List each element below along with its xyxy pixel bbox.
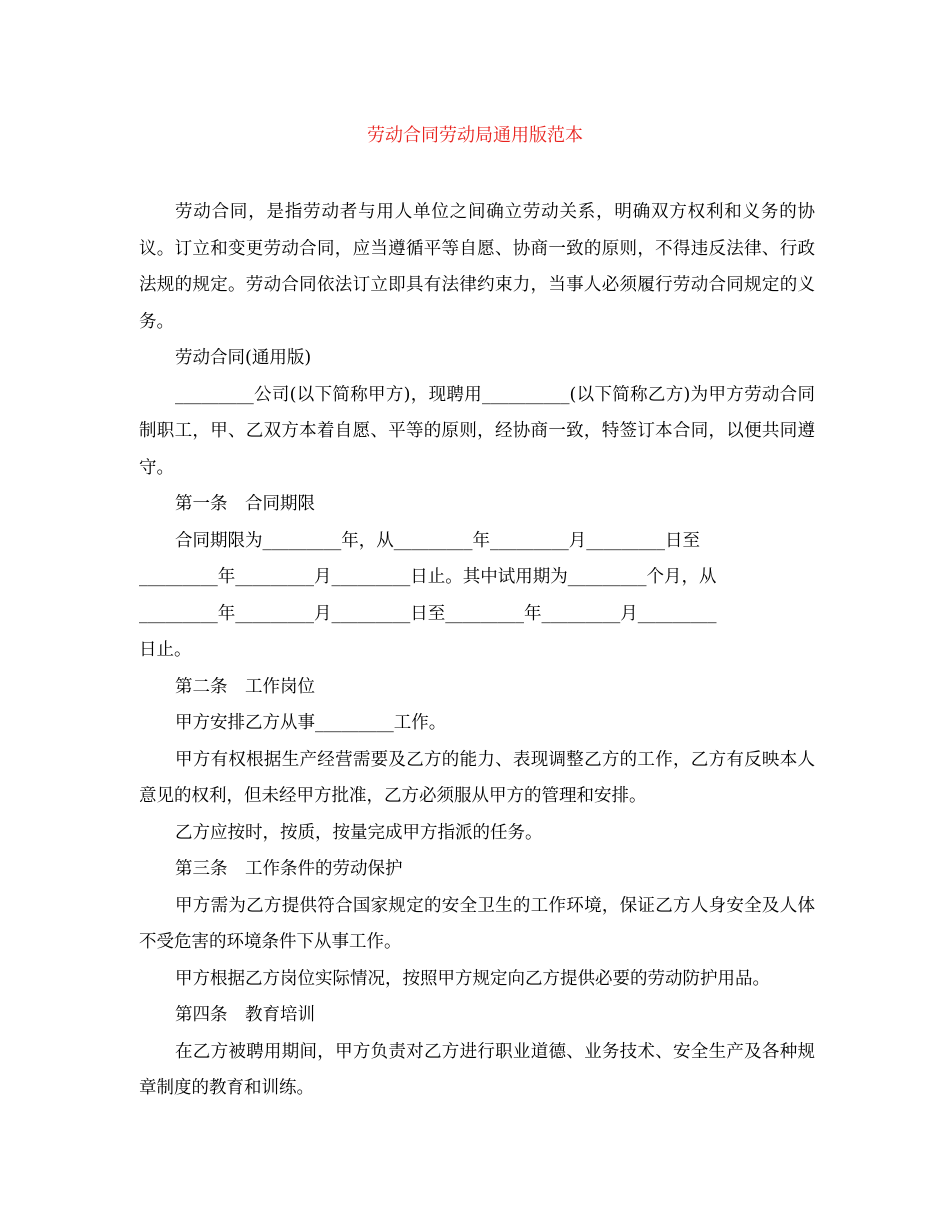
article-1-line: _________年_________月_________日至_________年_________月_________ xyxy=(139,603,717,624)
intro-paragraph: 劳动合同，是指劳动者与用人单位之间确立劳动关系，明确双方权利和义务的协议。订立和变更劳动合同，应当遵循平等自愿、协商一致的原则，不得违反法律、行政法规的规定。劳动合同依法订立即具有法律约束力，当事人必须履行劳动合同规定的义务。 xyxy=(139,202,815,332)
article-2-paragraph: 乙方应按时，按质，按量完成甲方指派的任务。 xyxy=(175,822,543,843)
article-2-paragraph: 甲方有权根据生产经营需要及乙方的能力、表现调整乙方的工作，乙方有反映本人意见的权利，但未经甲方批准，乙方必须服从甲方的管理和安排。 xyxy=(139,749,815,806)
preamble-paragraph: _________公司(以下简称甲方)，现聘用__________(以下简称乙方)为甲方劳动合同制职工，甲、乙双方本着自愿、平等的原则，经协商一致，特签订本合同，以便共同遵守。 xyxy=(139,384,815,478)
article-1-heading: 第一条 合同期限 xyxy=(175,494,315,514)
article-4-heading: 第四条 教育培训 xyxy=(175,1005,315,1025)
article-1-line: _________年_________月_________日止。其中试用期为_________个月，从 xyxy=(139,567,717,587)
article-3-heading: 第三条 工作条件的劳动保护 xyxy=(175,859,403,879)
document-title: 劳动合同劳动局通用版范本 xyxy=(367,125,583,146)
article-1-line: 合同期限为_________年，从_________年_________月_________日至 xyxy=(175,530,700,551)
article-1-body xyxy=(139,523,815,669)
document-body xyxy=(139,194,815,1107)
article-4-paragraph: 在乙方被聘用期间，甲方负责对乙方进行职业道德、业务技术、安全生产及各种规章制度的教育和训练。 xyxy=(139,1041,815,1098)
contract-subtitle: 劳动合同(通用版) xyxy=(175,348,312,368)
article-2-paragraph: 甲方安排乙方从事_________工作。 xyxy=(175,713,447,733)
article-3-paragraph: 甲方根据乙方岗位实际情况，按照甲方规定向乙方提供必要的劳动防护用品。 xyxy=(175,968,770,989)
article-3-paragraph: 甲方需为乙方提供符合国家规定的安全卫生的工作环境，保证乙方人身安全及人体不受危害的环境条件下从事工作。 xyxy=(139,895,815,952)
article-1-line: 日止。 xyxy=(139,640,192,660)
article-2-heading: 第二条 工作岗位 xyxy=(175,676,315,697)
